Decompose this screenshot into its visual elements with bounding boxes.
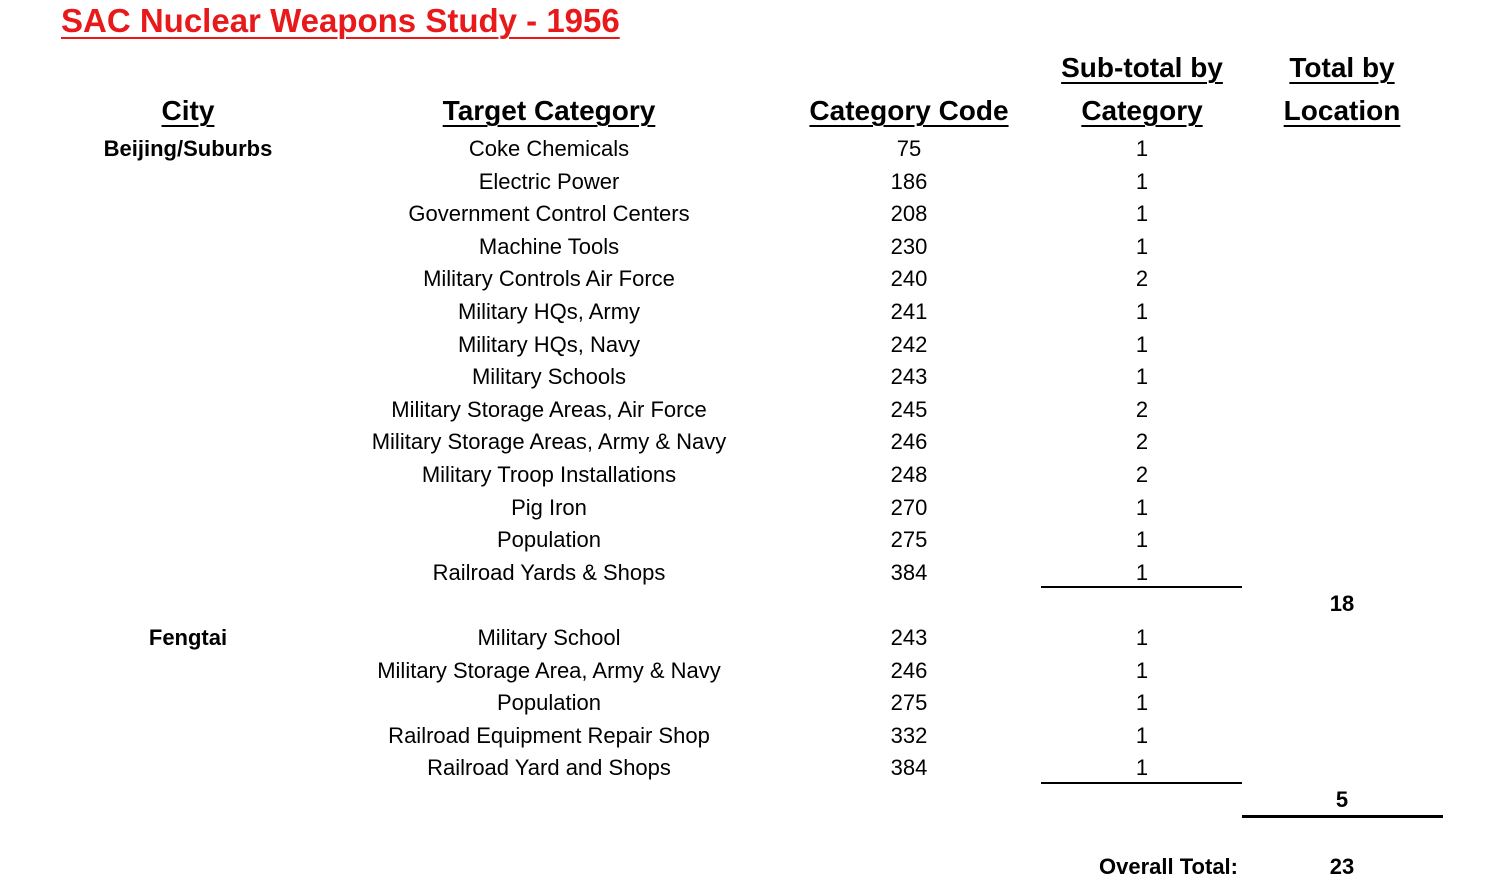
city-name: Beijing/Suburbs xyxy=(103,136,273,161)
overall-total-label: Overall Total: xyxy=(1099,854,1238,879)
target-category-cell: Military School xyxy=(477,625,621,650)
location-total: 5 xyxy=(1335,787,1349,812)
target-category-cell: Military HQs, Army xyxy=(457,299,641,324)
subtotal-cell: 1 xyxy=(1135,755,1149,781)
header-subtotal-line2: Category xyxy=(1081,95,1203,126)
page-title: SAC Nuclear Weapons Study - 1956 xyxy=(61,2,620,39)
target-category-cell: Military Controls Air Force xyxy=(423,266,675,292)
target-category-cell: Coke Chemicals xyxy=(468,136,630,161)
grand-total-rule xyxy=(1242,815,1443,818)
category-code-cell: 75 xyxy=(896,136,922,161)
header-category-code: Category Code xyxy=(809,95,1009,126)
subtotal-cell: 1 xyxy=(1135,364,1149,390)
subtotal-cell: 1 xyxy=(1135,527,1149,553)
target-category-cell: Electric Power xyxy=(478,168,620,194)
category-code-cell: 230 xyxy=(890,233,928,259)
subtotal-cell: 2 xyxy=(1135,396,1149,422)
subtotal-cell: 1 xyxy=(1135,201,1149,227)
category-code-cell: 246 xyxy=(890,429,928,455)
category-code-cell: 243 xyxy=(890,625,928,650)
category-code-cell: 186 xyxy=(890,168,928,194)
header-target-category: Target Category xyxy=(442,95,656,126)
category-code-cell: 208 xyxy=(890,201,928,227)
subtotal-cell: 1 xyxy=(1135,625,1149,650)
category-code-cell: 270 xyxy=(890,494,928,520)
category-code-cell: 245 xyxy=(890,396,928,422)
subtotal-cell: 1 xyxy=(1135,657,1149,683)
target-category-cell: Military Troop Installations xyxy=(421,462,677,487)
target-category-cell: Military Storage Area, Army & Navy xyxy=(377,657,721,683)
category-code-cell: 248 xyxy=(890,462,928,487)
category-code-cell: 384 xyxy=(890,559,928,585)
header-city: City xyxy=(161,95,215,126)
subtotal-cell: 1 xyxy=(1135,136,1149,161)
location-total: 18 xyxy=(1329,591,1355,617)
subtotal-cell: 1 xyxy=(1135,299,1149,324)
category-code-cell: 242 xyxy=(890,331,928,357)
category-code-cell: 240 xyxy=(890,266,928,292)
target-category-cell: Military Storage Areas, Army & Navy xyxy=(371,429,727,455)
subtotal-cell: 2 xyxy=(1135,462,1149,487)
header-subtotal-line1: Sub-total by xyxy=(1061,52,1223,83)
target-category-cell: Railroad Yards & Shops xyxy=(432,559,666,585)
category-code-cell: 241 xyxy=(890,299,928,324)
subtotal-cell: 1 xyxy=(1135,559,1149,585)
category-code-cell: 243 xyxy=(890,364,928,390)
city-name: Fengtai xyxy=(148,625,228,650)
subtotal-cell: 1 xyxy=(1135,690,1149,716)
target-category-cell: Population xyxy=(497,690,601,716)
target-category-cell: Pig Iron xyxy=(511,494,587,520)
subtotal-cell: 1 xyxy=(1135,494,1149,520)
subtotal-rule xyxy=(1041,782,1242,784)
category-code-cell: 332 xyxy=(890,722,928,748)
subtotal-cell: 1 xyxy=(1135,722,1149,748)
target-category-cell: Military Storage Areas, Air Force xyxy=(391,396,707,422)
category-code-cell: 275 xyxy=(890,690,928,716)
subtotal-cell: 1 xyxy=(1135,233,1149,259)
target-category-cell: Military HQs, Navy xyxy=(457,331,641,357)
subtotal-cell: 1 xyxy=(1135,331,1149,357)
target-category-cell: Military Schools xyxy=(471,364,627,390)
subtotal-cell: 1 xyxy=(1135,168,1149,194)
header-total-line1: Total by xyxy=(1289,52,1395,83)
header-total-line2: Location xyxy=(1283,95,1401,126)
overall-total-value: 23 xyxy=(1329,854,1355,879)
target-category-cell: Railroad Yard and Shops xyxy=(427,755,671,781)
category-code-cell: 246 xyxy=(890,657,928,683)
subtotal-cell: 2 xyxy=(1135,266,1149,292)
target-category-cell: Government Control Centers xyxy=(408,201,690,227)
subtotal-rule xyxy=(1041,586,1242,588)
subtotal-cell: 2 xyxy=(1135,429,1149,455)
target-category-cell: Population xyxy=(497,527,601,553)
target-category-cell: Machine Tools xyxy=(478,233,620,259)
category-code-cell: 275 xyxy=(890,527,928,553)
target-category-cell: Railroad Equipment Repair Shop xyxy=(388,722,710,748)
category-code-cell: 384 xyxy=(890,755,928,781)
